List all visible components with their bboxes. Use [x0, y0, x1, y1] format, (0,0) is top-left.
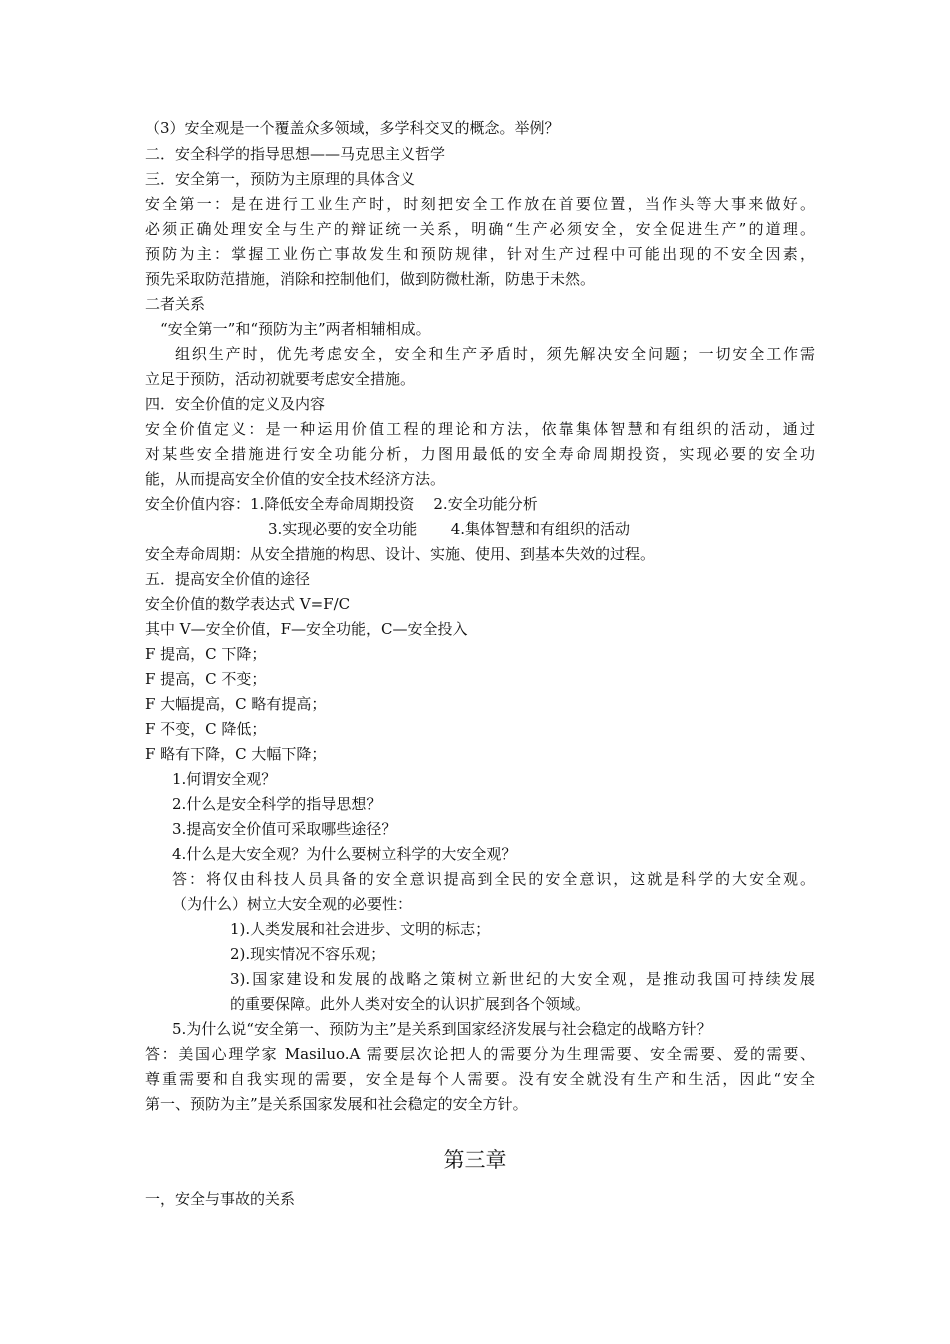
text-line: 对某些安全措施进行安全功能分析，力图用最低的安全寿命周期投资，实现必要的安全功: [145, 445, 815, 463]
section-heading: 三．安全第一，预防为主原理的具体含义: [145, 170, 416, 188]
question: 1.何谓安全观？: [172, 770, 277, 788]
list-item: 3).国家建设和发展的战略之策树立新世纪的大安全观，是推动我国可持续发展: [230, 970, 815, 988]
section-heading: 四．安全价值的定义及内容: [145, 395, 326, 413]
text-line: （3）安全观是一个覆盖众多领域，多学科交叉的概念。举例？: [145, 119, 560, 137]
list-item: 1).人类发展和社会进步、文明的标志；: [230, 920, 491, 938]
answer: 答：将仅由科技人员具备的安全意识提高到全民的安全意识，这就是科学的大安全观。: [172, 870, 815, 888]
list-item: F 不变，C 降低；: [145, 720, 267, 738]
text-line: 预先采取防范措施，消除和控制他们，做到防微杜渐，防患于未然。: [145, 270, 596, 288]
text-line: 的重要保障。此外人类对安全的认识扩展到各个领域。: [230, 995, 591, 1013]
text-line: 立足于预防，活动初就要考虑安全措施。: [145, 370, 416, 388]
answer: 答：美国心理学家 Masiluo.A 需要层次论把人的需要分为生理需要、安全需要、爱的需要、: [145, 1045, 815, 1063]
text-line: 二者关系: [145, 295, 206, 313]
text-line: 安全价值定义：是一种运用价值工程的理论和方法，依靠集体智慧和有组织的活动，通过: [145, 420, 815, 438]
text-line: 3.实现必要的安全功能 4.集体智慧和有组织的活动: [268, 520, 631, 538]
text-line: 能，从而提高安全价值的安全技术经济方法。: [145, 470, 446, 488]
text-line: 其中 V—安全价值，F—安全功能，C—安全投入: [145, 620, 468, 638]
text-line: 组织生产时，优先考虑安全，安全和生产矛盾时，须先解决安全问题；一切安全工作需: [175, 345, 815, 363]
question: 4.什么是大安全观？为什么要树立科学的大安全观？: [172, 845, 517, 863]
text-line: 预防为主：掌握工业伤亡事故发生和预防规律，针对生产过程中可能出现的不安全因素，: [145, 245, 815, 263]
list-item: F 略有下降，C 大幅下降；: [145, 745, 327, 763]
text-line: 安全寿命周期：从安全措施的构思、设计、实施、使用、到基本失效的过程。: [145, 545, 656, 563]
list-item: 2).现实情况不容乐观；: [230, 945, 386, 963]
text-line: 第一、预防为主”是关系国家发展和社会稳定的安全方针。: [145, 1095, 528, 1113]
section-heading: 二．安全科学的指导思想——马克思主义哲学: [145, 145, 446, 163]
question: 2.什么是安全科学的指导思想？: [172, 795, 382, 813]
text-line: （为什么）树立大安全观的必要性：: [172, 895, 413, 913]
list-item: F 提高，C 下降；: [145, 645, 267, 663]
text-line: 必须正确处理安全与生产的辩证统一关系，明确“生产必须安全，安全促进生产”的道理。: [145, 220, 815, 238]
question: 3.提高安全价值可采取哪些途径？: [172, 820, 397, 838]
formula-line: 安全价值的数学表达式 V=F/C: [145, 595, 351, 613]
list-item: F 大幅提高，C 略有提高；: [145, 695, 327, 713]
text-line: 安全价值内容：1.降低安全寿命周期投资 2.安全功能分析: [145, 495, 538, 513]
text-line: “安全第一”和“预防为主”两者相辅相成。: [160, 320, 431, 338]
chapter-title: 第三章: [443, 1148, 507, 1172]
question: 5.为什么说“安全第一、预防为主”是关系到国家经济发展与社会稳定的战略方针？: [172, 1020, 712, 1038]
list-item: F 提高，C 不变；: [145, 670, 267, 688]
text-line: 尊重需要和自我实现的需要，安全是每个人需要。没有安全就没有生产和生活，因此“安全: [145, 1070, 815, 1088]
section-heading: 五．提高安全价值的途径: [145, 570, 311, 588]
section-heading: 一，安全与事故的关系: [145, 1190, 296, 1208]
text-line: 安全第一：是在进行工业生产时，时刻把安全工作放在首要位置，当作头等大事来做好。: [145, 195, 815, 213]
